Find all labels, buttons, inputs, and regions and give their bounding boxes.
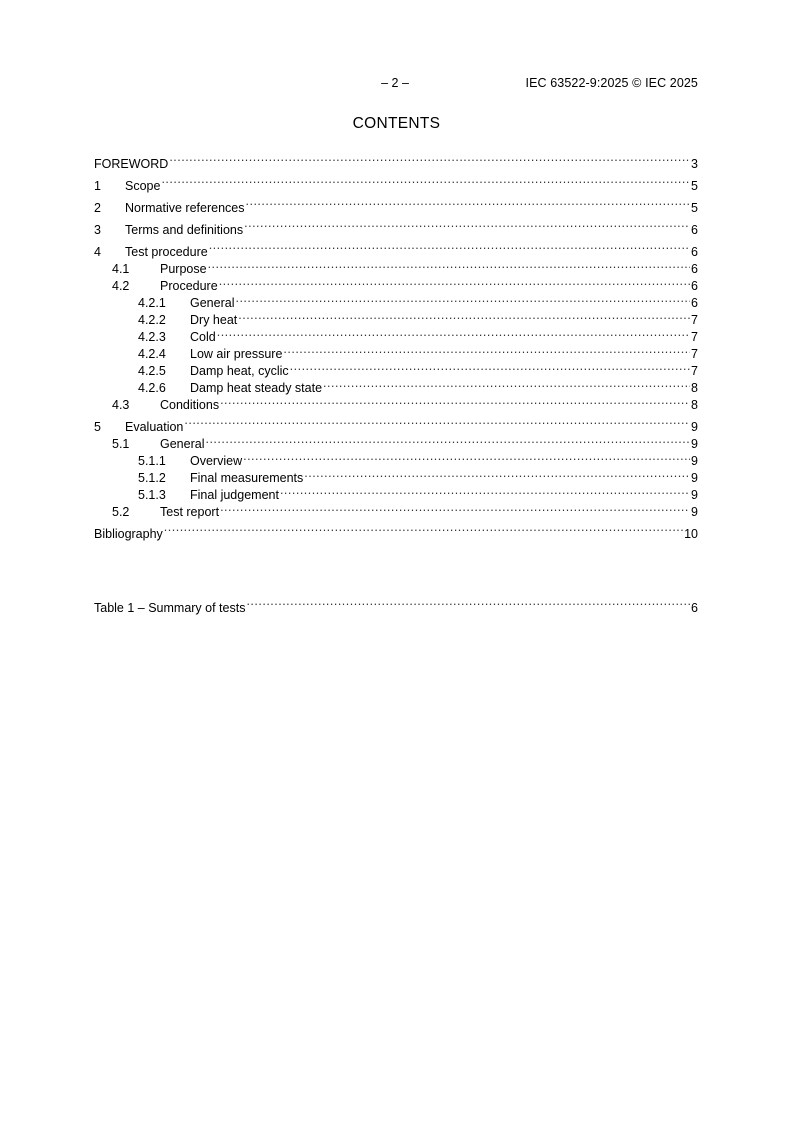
toc-entry-page: 9 <box>691 471 698 485</box>
toc-entry-page: 10 <box>684 527 698 541</box>
toc-entry-number: 4.2.1 <box>138 296 166 310</box>
toc-entry-label: Overview <box>190 454 243 468</box>
toc-entry-page: 8 <box>691 398 698 412</box>
dot-leader <box>244 212 690 234</box>
toc-entry-label: Damp heat steady state <box>190 381 323 395</box>
toc-entry-number: 5.1.2 <box>138 471 166 485</box>
toc-entry[interactable] <box>94 431 698 451</box>
toc-entry-page: 6 <box>691 296 698 310</box>
toc-entry-number: 5.1.3 <box>138 488 166 502</box>
toc-entry-label: Normative references <box>125 201 245 215</box>
toc-entry[interactable] <box>94 168 698 193</box>
toc-entry-number: 4.3 <box>112 398 130 412</box>
toc-entry-number: 5.2 <box>112 505 130 519</box>
dot-leader <box>246 590 690 612</box>
toc-entry-number: 1 <box>94 179 101 193</box>
toc-entry-number: 4 <box>94 245 101 259</box>
toc-entry-page: 5 <box>691 179 698 193</box>
dot-leader <box>323 375 690 392</box>
table-list-entry[interactable] <box>94 590 698 615</box>
table-of-contents <box>94 146 698 541</box>
toc-entry-label: Final judgement <box>190 488 279 502</box>
toc-entry-number: 4.2.5 <box>138 364 166 378</box>
toc-entry-label: Table 1 – Summary of tests <box>94 601 246 615</box>
dot-leader <box>217 324 690 341</box>
dot-leader <box>280 482 690 499</box>
toc-entry-page: 9 <box>691 420 698 434</box>
toc-entry-label: Cold <box>190 330 216 344</box>
dot-leader <box>161 168 690 190</box>
toc-entry-page: 9 <box>691 488 698 502</box>
dot-leader <box>243 448 690 465</box>
toc-entry-page: 7 <box>691 347 698 361</box>
toc-entry-number: 4.2 <box>112 279 130 293</box>
toc-entry-number: 4.2.3 <box>138 330 166 344</box>
toc-entry-page: 7 <box>691 364 698 378</box>
toc-entry-page: 9 <box>691 437 698 451</box>
dot-leader <box>209 234 690 256</box>
toc-entry-page: 9 <box>691 505 698 519</box>
toc-entry-page: 6 <box>691 601 698 615</box>
toc-entry-label: Final measurements <box>190 471 304 485</box>
toc-entry-page: 3 <box>691 157 698 171</box>
toc-entry[interactable] <box>94 516 698 541</box>
dot-leader <box>235 290 690 307</box>
dot-leader <box>220 499 690 516</box>
dot-leader <box>220 392 690 409</box>
toc-entry[interactable] <box>94 190 698 215</box>
toc-entry-label: Test procedure <box>125 245 208 259</box>
toc-entry-label: Test report <box>160 505 220 519</box>
page-title: CONTENTS <box>352 115 441 132</box>
toc-entry-label: General <box>190 296 235 310</box>
toc-entry-label: Conditions <box>160 398 220 412</box>
dot-leader <box>208 256 690 273</box>
toc-entry[interactable] <box>94 146 698 171</box>
toc-entry-label: Procedure <box>160 279 218 293</box>
toc-entry-label: General <box>160 437 205 451</box>
dot-leader <box>290 358 690 375</box>
toc-entry-label: Scope <box>125 179 161 193</box>
list-of-tables <box>94 590 698 615</box>
toc-entry-label: FOREWORD <box>94 157 169 171</box>
toc-entry[interactable] <box>94 409 698 434</box>
document-id: IEC 63522-9:2025 © IEC 2025 <box>525 76 698 90</box>
toc-entry-number: 5 <box>94 420 101 434</box>
dot-leader <box>169 146 690 168</box>
toc-entry-label: Evaluation <box>125 420 184 434</box>
toc-entry-page: 6 <box>691 245 698 259</box>
toc-entry-page: 6 <box>691 279 698 293</box>
dot-leader <box>238 307 690 324</box>
toc-entry-label: Low air pressure <box>190 347 283 361</box>
toc-entry-label: Terms and definitions <box>125 223 244 237</box>
dot-leader <box>246 190 691 212</box>
toc-entry-page: 6 <box>691 262 698 276</box>
toc-entry-label: Damp heat, cyclic <box>190 364 289 378</box>
dot-leader <box>184 409 690 431</box>
toc-entry-number: 4.2.4 <box>138 347 166 361</box>
toc-entry-number: 3 <box>94 223 101 237</box>
toc-entry-number: 4.2.2 <box>138 313 166 327</box>
dot-leader <box>205 431 690 448</box>
toc-entry-number: 2 <box>94 201 101 215</box>
dot-leader <box>304 465 690 482</box>
page-number: – 2 – <box>381 76 409 90</box>
toc-entry-label: Bibliography <box>94 527 163 541</box>
toc-entry-page: 6 <box>691 223 698 237</box>
toc-entry-page: 8 <box>691 381 698 395</box>
dot-leader <box>219 273 690 290</box>
toc-entry-number: 5.1 <box>112 437 130 451</box>
toc-entry-number: 4.2.6 <box>138 381 166 395</box>
toc-entry-page: 9 <box>691 454 698 468</box>
toc-entry-label: Dry heat <box>190 313 238 327</box>
dot-leader <box>164 516 683 538</box>
toc-entry-page: 5 <box>691 201 698 215</box>
toc-entry-page: 7 <box>691 330 698 344</box>
toc-entry-page: 7 <box>691 313 698 327</box>
toc-entry-label: Purpose <box>160 262 207 276</box>
toc-entry-number: 5.1.1 <box>138 454 166 468</box>
dot-leader <box>283 341 690 358</box>
toc-entry-number: 4.1 <box>112 262 130 276</box>
